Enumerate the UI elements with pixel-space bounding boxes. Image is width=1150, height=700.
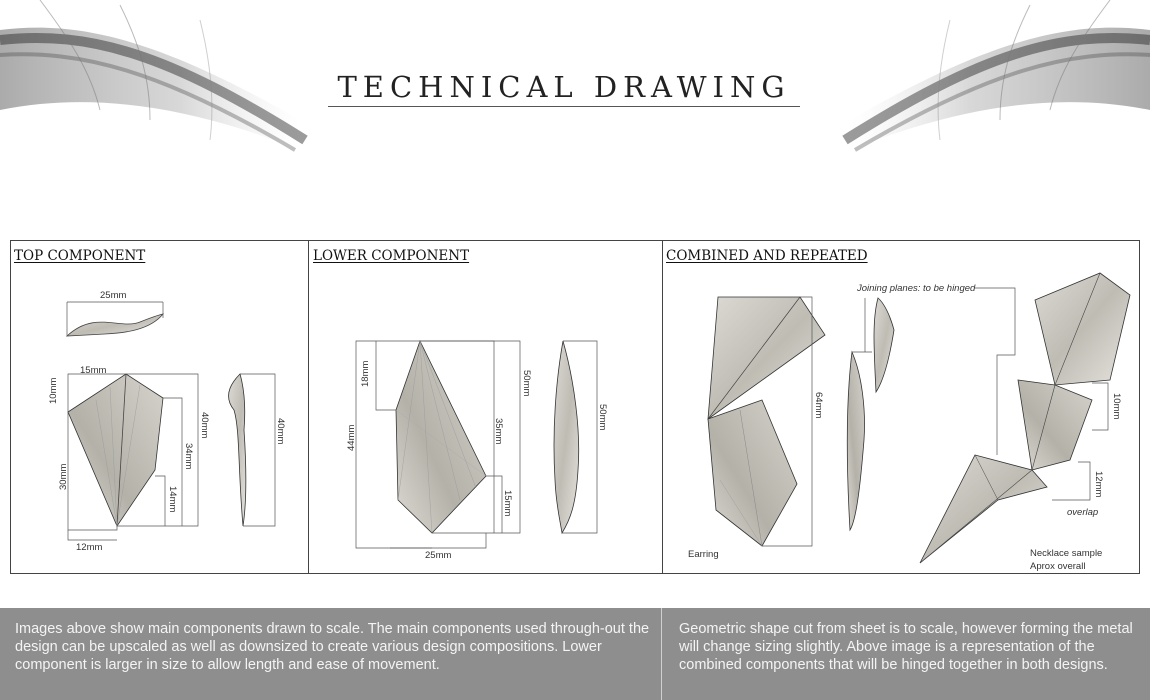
- necklace-label: Necklace sample: [1030, 548, 1103, 559]
- lower-component-heading: LOWER COMPONENT: [313, 248, 470, 264]
- top-component-heading: TOP COMPONENT: [14, 248, 146, 264]
- dim-bottom-width: 12mm: [76, 542, 103, 553]
- dim-lower-bottom-width: 25mm: [425, 550, 452, 561]
- top-component-drawing: [48, 290, 286, 553]
- combined-heading: COMBINED AND REPEATED: [666, 248, 868, 264]
- dim-left-top: 15mm: [80, 365, 107, 376]
- dim-necklace-top: 10mm: [1111, 393, 1122, 420]
- dim-lower-left-total: 44mm: [346, 424, 357, 451]
- earring-label: Earring: [688, 549, 719, 560]
- dim-necklace-bottom: 12mm: [1093, 471, 1104, 498]
- dim-main-height: 40mm: [199, 412, 210, 439]
- footer-text-right: Geometric shape cut from sheet is to scale, however forming the metal will change sizing slightly. Above image is a representation of the combined components that will be hinged together in both designs.: [679, 621, 1133, 673]
- necklace-sub-label: Aprox overall: [1030, 561, 1086, 572]
- lower-component-drawing: [346, 341, 608, 561]
- dim-lower-right-low: 15mm: [502, 490, 513, 517]
- dim-lower-right-total: 50mm: [521, 370, 532, 397]
- dim-top-width: 25mm: [100, 290, 127, 301]
- page-title: TECHNICAL DRAWING: [337, 70, 791, 104]
- joining-note: Joining planes: to be hinged: [857, 283, 976, 294]
- dim-right-mid: 34mm: [183, 443, 194, 470]
- footer-divider: [661, 608, 662, 700]
- dim-left-side: 10mm: [48, 377, 59, 404]
- dim-lower-side-height: 50mm: [597, 404, 608, 431]
- dim-left-long: 30mm: [58, 463, 69, 490]
- dim-side-height: 40mm: [275, 418, 286, 445]
- footer-text-left: Images above show main components drawn to scale. The main components used through-out the design can be upscaled as well as downsized to create various design compositions. Lower component is larger in size to allow length and ease of movement.: [15, 621, 650, 673]
- overlap-label: overlap: [1067, 507, 1099, 518]
- dim-lower-upper: 18mm: [360, 360, 371, 387]
- dim-bottom-seg: 14mm: [167, 486, 178, 513]
- combined-drawing: [688, 273, 1130, 572]
- dim-lower-right-mid: 35mm: [493, 418, 504, 445]
- dim-earring-height: 64mm: [813, 392, 824, 419]
